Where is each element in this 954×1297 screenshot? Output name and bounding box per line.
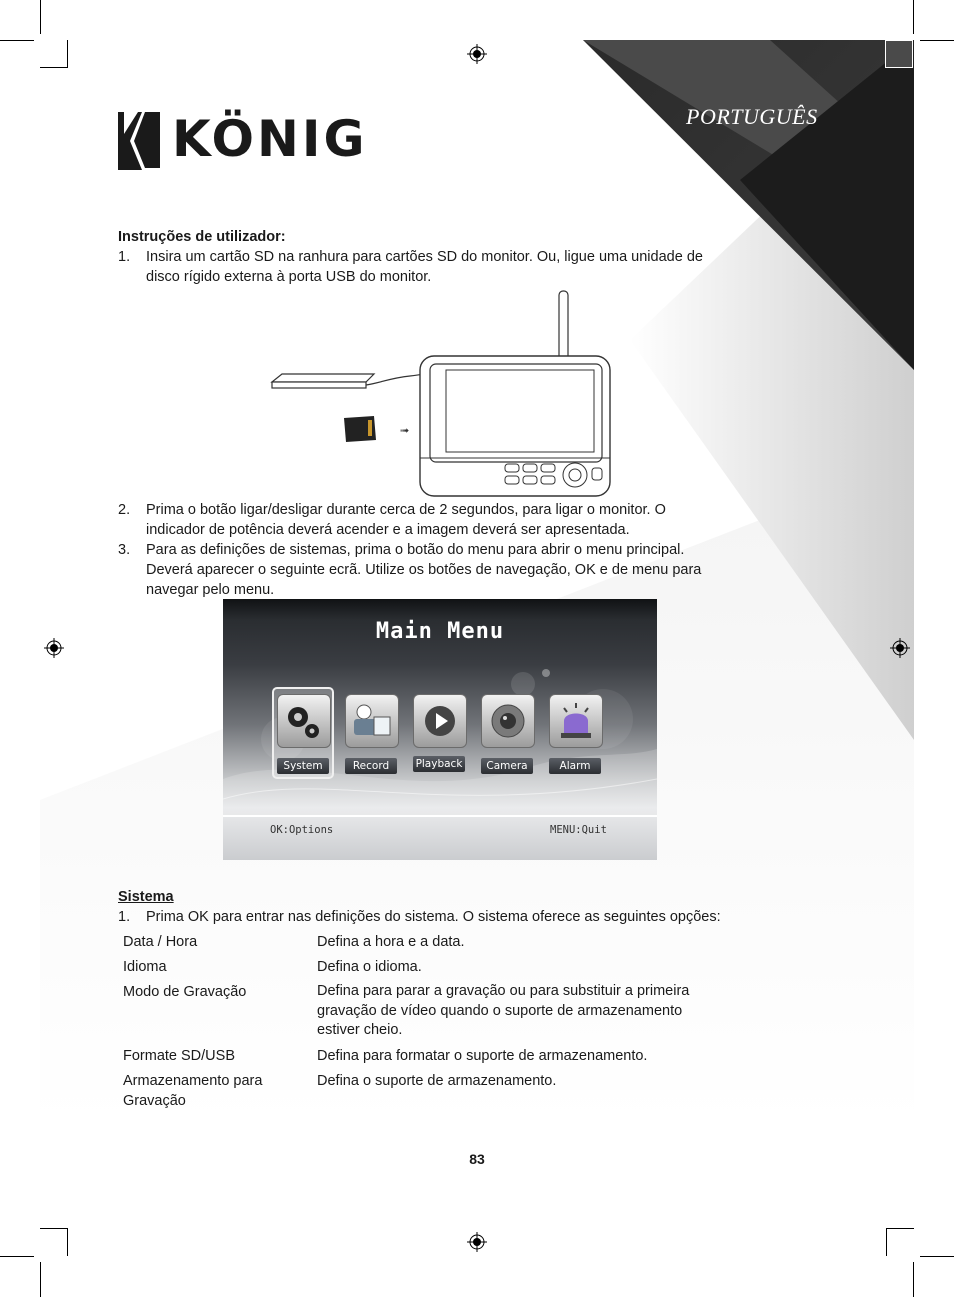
page-number: 83 (469, 1151, 485, 1167)
crop-mark (886, 1228, 887, 1256)
menu-item-record[interactable]: Record (345, 758, 397, 774)
camcorder-icon (346, 695, 398, 747)
option-name: Data / Hora (123, 934, 198, 950)
sistema-heading: Sistema (118, 889, 174, 905)
alarm-tile[interactable] (549, 694, 603, 748)
footer-ok-hint: OK:Options (270, 824, 334, 836)
menu-footer-bar (223, 815, 657, 860)
registration-mark-icon (467, 1232, 487, 1252)
option-description: Defina para parar a gravação ou para substituir a primeira gravação de vídeo quando o suporte de armazenamento estiver cheio. (317, 983, 690, 1038)
registration-mark-icon (467, 44, 487, 64)
crop-mark (0, 40, 34, 41)
section-heading: Instruções de utilizador: (118, 229, 286, 245)
step-number: 3. (118, 542, 131, 558)
crop-mark (67, 1228, 68, 1256)
step-number: 1. (118, 249, 131, 265)
crop-mark (913, 1262, 914, 1297)
camera-tile[interactable] (481, 694, 535, 748)
step-line: disco rígido externa à porta USB do monitor. (146, 269, 432, 285)
crop-mark (886, 1228, 914, 1229)
footer-menu-hint: MENU:Quit (550, 824, 607, 836)
option-description: Defina a hora e a data. (317, 934, 465, 950)
menu-item-alarm[interactable]: Alarm (549, 758, 601, 774)
option-name: Armazenamento para Gravação (123, 1073, 263, 1109)
playback-tile[interactable] (413, 694, 467, 748)
step-text (146, 500, 746, 540)
main-menu-screenshot (223, 599, 657, 860)
corner-tab (885, 40, 913, 68)
dome-camera-icon (482, 695, 534, 747)
step-text (146, 540, 746, 600)
registration-mark-icon (44, 638, 64, 658)
crop-mark (913, 0, 914, 34)
menu-item-system[interactable]: System (277, 758, 329, 774)
step-number: 2. (118, 502, 131, 518)
step-line: Para as definições de sistemas, prima o botão do menu para abrir o menu principal. (146, 542, 685, 558)
monitor-illustration (270, 286, 616, 498)
step-line: Insira um cartão SD na ranhura para cartões SD do monitor. Ou, ligue uma unidade de (146, 249, 703, 265)
option-description: Defina para formatar o suporte de armazenamento. (317, 1048, 648, 1064)
konig-logo-icon (118, 112, 162, 170)
step-line: indicador de potência deverá acender e a imagem deverá ser apresentada. (146, 522, 630, 538)
crop-mark (0, 1256, 34, 1257)
svg-text:➟: ➟ (400, 424, 410, 437)
play-icon (414, 695, 466, 747)
step-text (146, 247, 746, 287)
option-name: Idioma (123, 959, 167, 975)
menu-item-camera[interactable]: Camera (481, 758, 533, 774)
gears-icon (278, 695, 330, 747)
crop-mark (920, 1256, 954, 1257)
brand-logo-text: KÖNIG (172, 110, 368, 168)
step-line: Deverá aparecer o seguinte ecrã. Utilize os botões de navegação, OK e de menu para (146, 562, 702, 578)
option-description: Defina o idioma. (317, 959, 422, 975)
option-description: Defina o suporte de armazenamento. (317, 1073, 557, 1089)
language-label: PORTUGUÊS (686, 104, 818, 129)
step-number: 1. (118, 909, 131, 925)
crop-mark (920, 40, 954, 41)
system-tile[interactable] (277, 694, 331, 748)
crop-mark (40, 0, 41, 34)
siren-icon (550, 695, 602, 747)
option-name: Formate SD/USB (123, 1048, 235, 1064)
crop-mark (40, 1262, 41, 1297)
menu-title: Main Menu (375, 619, 505, 644)
registration-mark-icon (890, 638, 910, 658)
crop-mark (40, 1228, 68, 1229)
sistema-intro: Prima OK para entrar nas definições do sistema. O sistema oferece as seguintes opções: (146, 909, 721, 925)
menu-item-playback[interactable]: Playback (413, 756, 465, 772)
step-line: navegar pelo menu. (146, 582, 275, 598)
step-line: Prima o botão ligar/desligar durante cerca de 2 segundos, para ligar o monitor. O (146, 502, 666, 518)
record-tile[interactable] (345, 694, 399, 748)
option-name: Modo de Gravação (123, 984, 247, 1000)
